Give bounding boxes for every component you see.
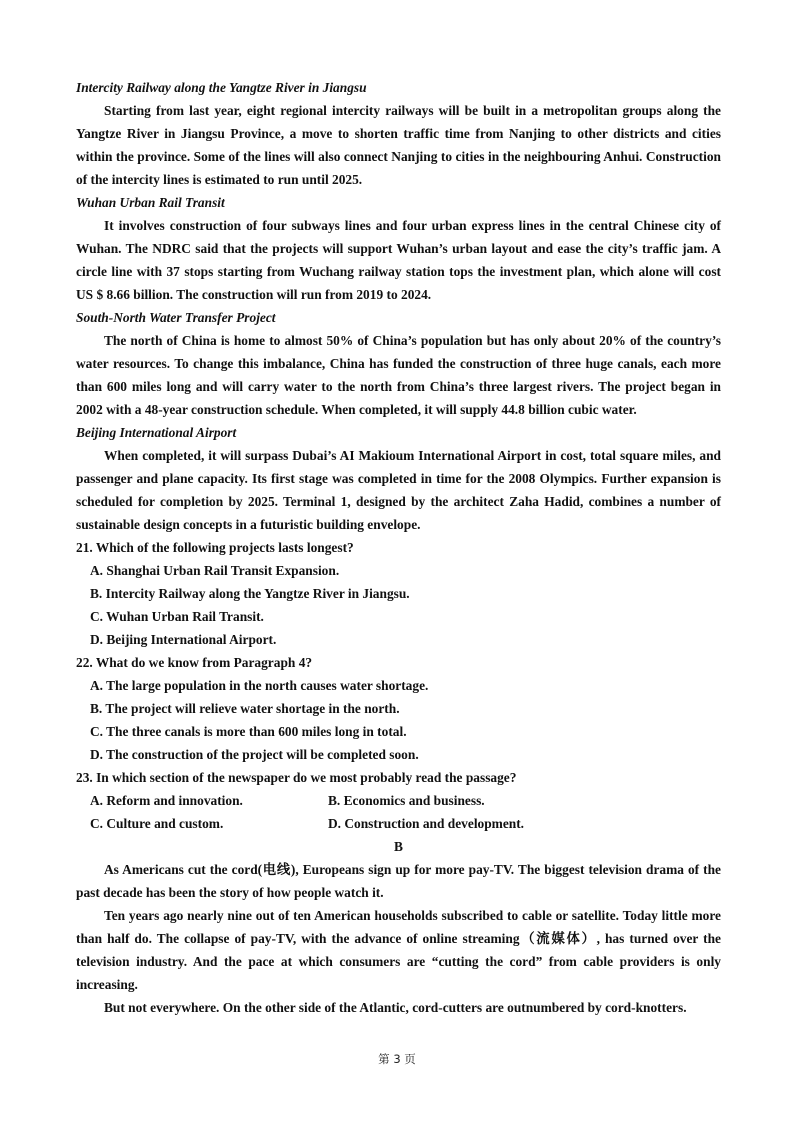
question-21-option-d: D. Beijing International Airport. <box>90 632 277 647</box>
section-title-wuhan-transit: Wuhan Urban Rail Transit <box>76 195 225 210</box>
section-title-water-transfer: South-North Water Transfer Project <box>76 310 276 325</box>
question-22-stem: 22. What do we know from Paragraph 4? <box>76 655 313 670</box>
question-23-options-row-1 <box>76 789 721 812</box>
section-body-wuhan-transit: It involves construction of four subways lines and four urban express lines in the central Chinese city of Wuhan. The NDRC said that the projects will support Wuhan’s urban layout and ease the city’s traffic jam. A circle line with 37 stops starting from Wuchang railway station tops the investment plan, which alone will cost US $ 8.66 billion. The construction will run from 2019 to 2024. <box>76 218 721 302</box>
question-22-option-b: B. The project will relieve water shortage in the north. <box>90 701 400 716</box>
question-22-option-a: A. The large population in the north causes water shortage. <box>90 678 429 693</box>
question-23-option-a: A. Reform and innovation. <box>90 793 243 808</box>
part-b-paragraph-3: But not everywhere. On the other side of the Atlantic, cord-cutters are outnumbered by cord-knotters. <box>104 1000 687 1015</box>
part-b-paragraph-1: As Americans cut the cord(电线), Europeans sign up for more pay-TV. The biggest television drama of the past decade has been the story of how people watch it. <box>76 862 721 900</box>
question-23-option-b: B. Economics and business. <box>328 793 485 808</box>
question-21-stem: 21. Which of the following projects lasts longest? <box>76 540 354 555</box>
document-page <box>76 76 721 1019</box>
question-23-stem: 23. In which section of the newspaper do we most probably read the passage? <box>76 770 517 785</box>
question-21-option-c: C. Wuhan Urban Rail Transit. <box>90 609 264 624</box>
section-body-water-transfer: The north of China is home to almost 50% of China’s population but has only about 20% of the country’s water resources. To change this imbalance, China has funded the construction of three huge canals, each more than 600 miles long and will carry water to the north from China’s three largest rivers. The project began in 2002 with a 48-year construction schedule. When completed, it will supply 44.8 billion cubic water. <box>76 333 721 417</box>
question-22-option-c: C. The three canals is more than 600 miles long in total. <box>90 724 407 739</box>
question-22-option-d: D. The construction of the project will be completed soon. <box>90 747 419 762</box>
section-title-jiangsu-railway: Intercity Railway along the Yangtze River in Jiangsu <box>76 80 367 95</box>
question-23-option-c: C. Culture and custom. <box>90 816 224 831</box>
section-title-beijing-airport: Beijing International Airport <box>76 425 237 440</box>
page-number-footer: 第 3 页 <box>378 1052 416 1066</box>
question-23-option-d: D. Construction and development. <box>328 816 525 831</box>
part-b-heading: B <box>394 839 403 854</box>
question-21-option-a: A. Shanghai Urban Rail Transit Expansion. <box>90 563 340 578</box>
question-21-option-b: B. Intercity Railway along the Yangtze River in Jiangsu. <box>90 586 410 601</box>
section-body-beijing-airport: When completed, it will surpass Dubai’s AI Makioum International Airport in cost, total square miles, and passenger and plane capacity. Its first stage was completed in time for the 2008 Olympics. Further expansion is scheduled for completion by 2025. Terminal 1, designed by the architect Zaha Hadid, combines a number of sustainable design concepts in a futuristic building envelope. <box>76 448 721 532</box>
part-b-paragraph-2: Ten years ago nearly nine out of ten American households subscribed to cable or satellite. Today little more than half do. The collapse of pay-TV, with the advance of online streaming（流媒体）, has turned over the television industry. And the pace at which consumers are “cutting the cord” from cable providers is only increasing. <box>76 908 721 992</box>
section-body-jiangsu-railway: Starting from last year, eight regional intercity railways will be built in a metropolitan groups along the Yangtze River in Jiangsu Province, a move to shorten traffic time from Nanjing to other districts and cities within the province. Some of the lines will also connect Nanjing to cities in the neighbouring Anhui. Construction of the intercity lines is estimated to run until 2025. <box>76 103 721 187</box>
question-23-options-row-2 <box>76 812 721 835</box>
